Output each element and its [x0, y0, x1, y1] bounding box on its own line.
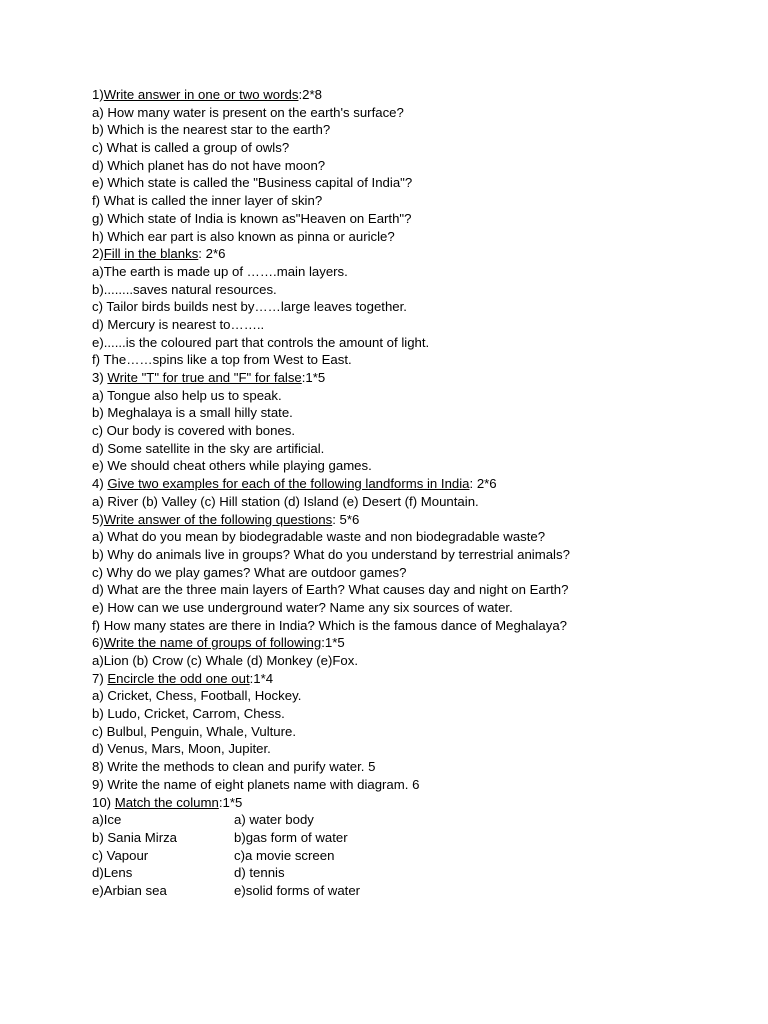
match-row: [92, 864, 732, 882]
section-heading: [92, 245, 732, 263]
section-marks: : 5*6: [332, 511, 360, 527]
question-item: e) We should cheat others while playing games.: [92, 458, 372, 474]
section-number: 5): [92, 511, 104, 527]
question-item: d) Some satellite in the sky are artificial.: [92, 440, 325, 456]
section-title: Match the column: [114, 794, 219, 810]
match-right: e)solid forms of water: [234, 882, 361, 898]
section-heading: [92, 794, 732, 812]
question-item: a) How many water is present on the earth's surface?: [92, 104, 404, 120]
question-item: f) The……spins like a top from West to East.: [92, 352, 352, 368]
question-item: h) Which ear part is also known as pinna or auricle?: [92, 228, 395, 244]
question-item: d) Venus, Mars, Moon, Jupiter.: [92, 741, 271, 757]
question-item: c) Bulbul, Penguin, Whale, Vulture.: [92, 723, 297, 739]
match-right: c)a movie screen: [234, 847, 335, 863]
question-item: f) How many states are there in India? Which is the famous dance of Meghalaya?: [92, 617, 567, 633]
section-marks: :1*4: [249, 670, 274, 686]
match-right: d) tennis: [234, 865, 285, 881]
match-row: [92, 882, 732, 900]
section-marks: : 2*6: [198, 246, 226, 262]
section-marks: :1*5: [218, 794, 243, 810]
question-item: e) Which state is called the "Business capital of India"?: [92, 175, 413, 191]
section-heading: [92, 511, 732, 529]
section-title: Fill in the blanks: [103, 246, 199, 262]
question-item: b) Meghalaya is a small hilly state.: [92, 405, 293, 421]
section-title: Write answer in one or two words: [103, 87, 299, 102]
question-item: a) River (b) Valley (c) Hill station (d) Island (e) Desert (f) Mountain.: [92, 493, 479, 509]
section-title: Write "T" for true and "F" for false: [107, 370, 302, 385]
section-marks: :2*8: [298, 87, 322, 102]
question-item: c) Our body is covered with bones.: [92, 423, 296, 439]
section-title: Write the name of groups of following: [103, 635, 322, 651]
section-number: 4): [92, 476, 108, 492]
section-heading: [92, 670, 732, 688]
section-number: 10): [92, 794, 115, 810]
match-left: b) Sania Mirza: [92, 829, 178, 845]
match-left: d)Lens: [92, 865, 133, 881]
section-number: 1): [92, 87, 104, 102]
question-item: b) Ludo, Cricket, Carrom, Chess.: [92, 706, 285, 722]
section-number: 6): [92, 635, 104, 651]
section-heading: [92, 634, 732, 652]
section-title: Give two examples for each of the following landforms in India: [107, 476, 470, 492]
match-row: [92, 829, 732, 847]
match-right: b)gas form of water: [234, 829, 348, 845]
match-row: [92, 847, 732, 865]
question-item: f) What is called the inner layer of skin?: [92, 193, 323, 209]
question-item: a) What do you mean by biodegradable waste and non biodegradable waste?: [92, 529, 546, 545]
section-title: Write answer of the following questions: [103, 511, 333, 527]
match-right: a) water body: [234, 812, 314, 828]
question-item: d) What are the three main layers of Earth? What causes day and night on Earth?: [92, 582, 569, 598]
question-item: b) Which is the nearest star to the earth?: [92, 122, 331, 138]
question-9: 9) Write the name of eight planets name with diagram. 6: [92, 776, 420, 792]
question-item: g) Which state of India is known as"Heaven on Earth"?: [92, 210, 412, 226]
section-number: 7): [92, 670, 108, 686]
section-marks: :1*5: [321, 635, 345, 651]
match-row: [92, 811, 732, 829]
match-left: a)Ice: [92, 812, 122, 828]
section-heading: [92, 475, 732, 493]
question-item: d) Mercury is nearest to……..: [92, 316, 265, 332]
section-number: 3): [92, 370, 108, 385]
question-item: c) Tailor birds builds nest by……large leaves together.: [92, 299, 407, 315]
question-item: c) What is called a group of owls?: [92, 140, 290, 156]
question-item: b)........saves natural resources.: [92, 281, 277, 297]
question-item: e)......is the coloured part that controls the amount of light.: [92, 334, 430, 350]
question-item: e) How can we use underground water? Name any six sources of water.: [92, 599, 513, 615]
section-marks: : 2*6: [469, 476, 497, 492]
match-left: c) Vapour: [92, 847, 149, 863]
section-heading: [92, 86, 732, 104]
question-item: a)Lion (b) Crow (c) Whale (d) Monkey (e)Fox.: [92, 653, 359, 668]
worksheet: [92, 86, 732, 900]
section-number: 2): [92, 246, 104, 262]
section-title: Encircle the odd one out: [107, 670, 250, 686]
question-8: 8) Write the methods to clean and purify water. 5: [92, 759, 376, 775]
question-item: d) Which planet has do not have moon?: [92, 157, 326, 173]
question-item: a)The earth is made up of …….main layers.: [92, 263, 348, 279]
match-left: e)Arbian sea: [92, 882, 167, 898]
question-item: a) Tongue also help us to speak.: [92, 387, 282, 403]
section-marks: :1*5: [301, 370, 326, 385]
section-heading: [92, 369, 732, 387]
question-item: b) Why do animals live in groups? What do you understand by terrestrial animals?: [92, 546, 570, 562]
question-item: a) Cricket, Chess, Football, Hockey.: [92, 688, 302, 704]
question-item: c) Why do we play games? What are outdoor games?: [92, 564, 407, 580]
